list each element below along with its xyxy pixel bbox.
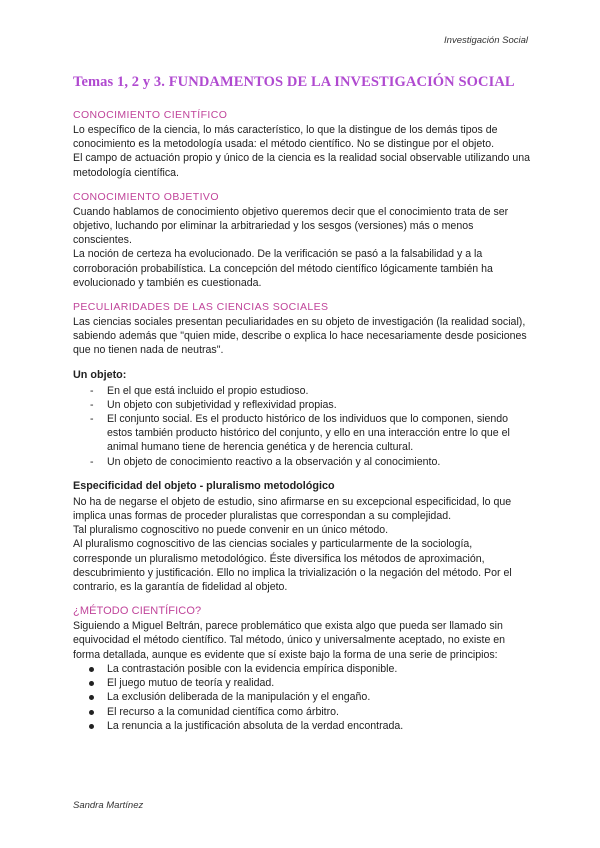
list-item: El juego mutuo de teoría y realidad. (73, 676, 531, 690)
list-item: La contrastación posible con la evidencia empírica disponible. (73, 662, 531, 676)
subheading-especificidad: Especificidad del objeto - pluralismo metodológico (73, 479, 335, 492)
list-item: - Un objeto de conocimiento reactivo a la observación y al conocimiento. (73, 455, 531, 469)
document-title: Temas 1, 2 y 3. FUNDAMENTOS DE LA INVESTIGACIÓN SOCIAL (73, 74, 515, 90)
paragraph: Siguiendo a Miguel Beltrán, parece problemático que exista algo que pueda ser llamado sin equivocidad el método científico. Tal método, único y universalmente aceptado, no existe en forma detallada, aunque es evidente que sí existe bajo la forma de una serie de principios: (73, 620, 506, 661)
paragraph: La noción de certeza ha evolucionado. De la verificación se pasó a la falsabilidad y a la corroboración probabilística. La concepción del método científico lógicamente también ha evolucionado y también es cuestionada. (73, 248, 493, 289)
running-header: Investigación Social (444, 35, 528, 46)
subheading-un-objeto: Un objeto: (73, 368, 127, 381)
document-body (73, 74, 531, 733)
heading-conocimiento-objetivo: CONOCIMIENTO OBJETIVO (73, 190, 219, 203)
paragraph: No ha de negarse el objeto de estudio, sino afirmarse en su excepcional especificidad, lo que implica unas formas de proceder pluralistas que correspondan a su complejidad. (73, 495, 512, 523)
paragraph: Tal pluralismo cognoscitivo no puede convenir en un único método. (73, 524, 389, 537)
running-footer: Sandra Martínez (73, 800, 144, 811)
paragraph: Cuando hablamos de conocimiento objetivo queremos decir que el conocimiento trata de ser objetivo, luchando por eliminar la arbitrariedad y los sesgos (versiones) más o menos conscientes. (73, 205, 509, 247)
list-item: - En el que está incluido el propio estudioso. (73, 384, 531, 398)
list-item: La exclusión deliberada de la manipulación y el engaño. (73, 690, 531, 704)
paragraph: Las ciencias sociales presentan peculiaridades en su objeto de investigación (la realidad social), sabiendo además que "quien mide, describe o explica lo hace necesariamente desde posiciones que no tienen nada de neutras". (73, 316, 527, 357)
list-item: La renuncia a la justificación absoluta de la verdad encontrada. (73, 719, 531, 733)
list-item: - El conjunto social. Es el producto histórico de los individuos que lo componen, siendo estos también producto histórico del conjunto, y ello en una interacción entre lo que el animal humano tiene de herencia genética y de herencia cultural. (73, 412, 531, 455)
objeto-list (73, 384, 531, 469)
principios-list (73, 662, 531, 733)
paragraph: Al pluralismo cognoscitivo de las ciencias sociales y particularmente de la sociología, corresponde un pluralismo metodológico. Éste diversifica los métodos de aproximación, descubrimiento y justificación. Ello no implica la trivialización o la negación del método. Por el contrario, es la garantía de fidelidad al objeto. (73, 538, 512, 594)
heading-metodo-cientifico: ¿MÉTODO CIENTÍFICO? (73, 605, 202, 618)
paragraph: Lo específico de la ciencia, lo más característico, lo que la distingue de los demás tipos de conocimiento es la metodología usada: el método científico. No se distingue por el objeto. (73, 124, 498, 151)
heading-peculiaridades: PECULIARIDADES DE LAS CIENCIAS SOCIALES (73, 301, 329, 314)
paragraph: El campo de actuación propio y único de la ciencia es la realidad social observable utilizando una metodología científica. (73, 152, 530, 179)
heading-conocimiento-cientifico: CONOCIMIENTO CIENTÍFICO (73, 109, 228, 121)
list-item: El recurso a la comunidad científica como árbitro. (73, 705, 531, 719)
list-item: - Un objeto con subjetividad y reflexividad propias. (73, 398, 531, 412)
